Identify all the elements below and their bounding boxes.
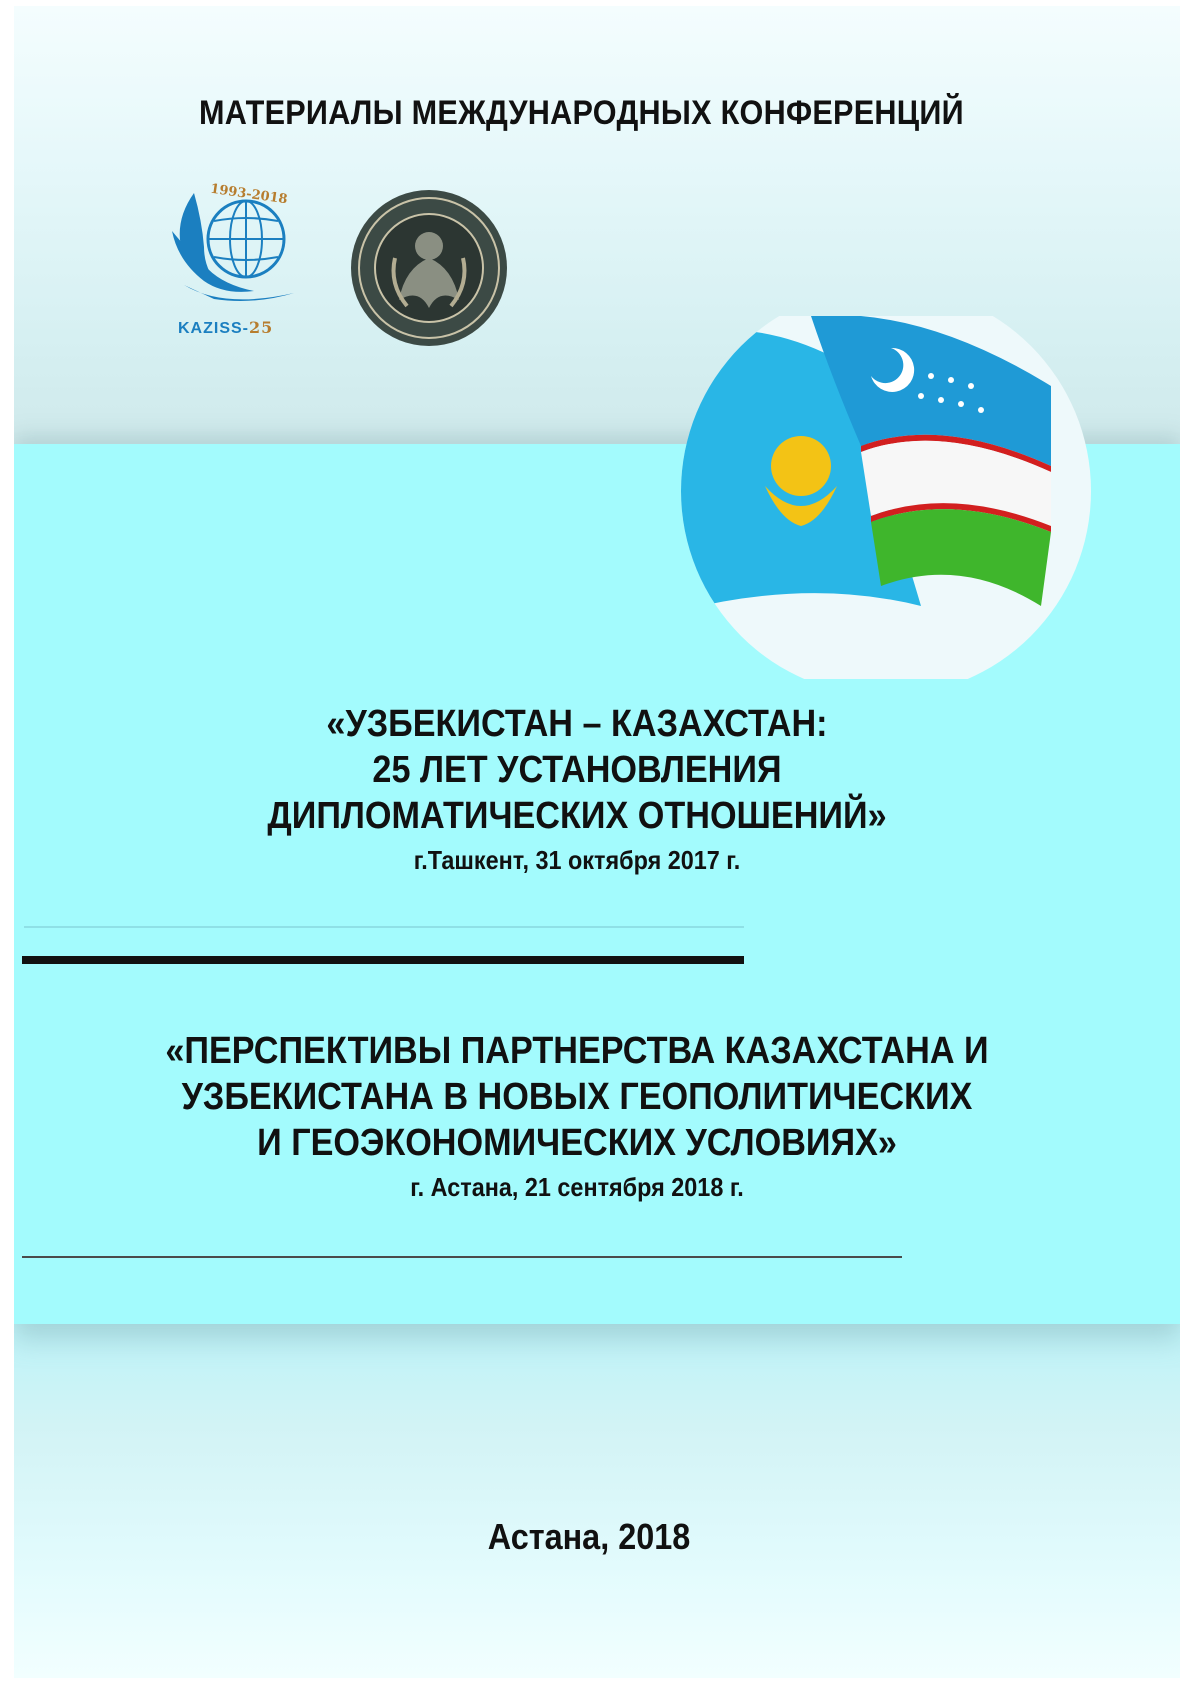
divider-thick: [22, 956, 744, 964]
series-title: МАТЕРИАЛЫ МЕЖДУНАРОДНЫХ КОНФЕРЕНЦИЙ: [199, 94, 964, 132]
conference-2-title-line: И ГЕОЭКОНОМИЧЕСКИХ УСЛОВИЯХ»: [257, 1122, 897, 1164]
dove-globe-icon: [164, 181, 314, 321]
divider-faint: [24, 926, 744, 928]
conference-2-place-date: г. Астана, 21 сентября 2018 г.: [410, 1172, 744, 1202]
conference-1-title-line: «УЗБЕКИСТАН – КАЗАХСТАН:: [326, 703, 828, 745]
conference-1-title-line: ДИПЛОМАТИЧЕСКИХ ОТНОШЕНИЙ»: [267, 795, 887, 837]
university-seal-icon: [349, 188, 509, 348]
kaziss-years: 1993-2018: [209, 181, 289, 208]
divider-thin: [22, 1256, 902, 1258]
publication-place-year: Астана, 2018: [487, 1516, 691, 1557]
conference-1-title-line: 25 ЛЕТ УСТАНОВЛЕНИЯ: [372, 749, 782, 791]
kaziss-name: [178, 318, 273, 338]
conference-1: [14, 701, 1160, 877]
conference-1-place-date: г.Ташкент, 31 октября 2017 г.: [413, 845, 741, 875]
book-cover: [14, 6, 1180, 1678]
kaziss-number: 25: [249, 318, 274, 337]
conference-2-title-line: УЗБЕКИСТАНА В НОВЫХ ГЕОПОЛИТИЧЕСКИХ: [181, 1076, 973, 1118]
kaziss-logo: [164, 181, 314, 341]
kazakhstan-uzbekistan-flags-image: [661, 316, 1106, 679]
kaziss-name-text: KAZISS-: [178, 320, 249, 337]
conference-2-title-line: «ПЕРСПЕКТИВЫ ПАРТНЕРСТВА КАЗАХСТАНА И: [165, 1030, 989, 1072]
conference-2: [14, 1028, 1160, 1204]
